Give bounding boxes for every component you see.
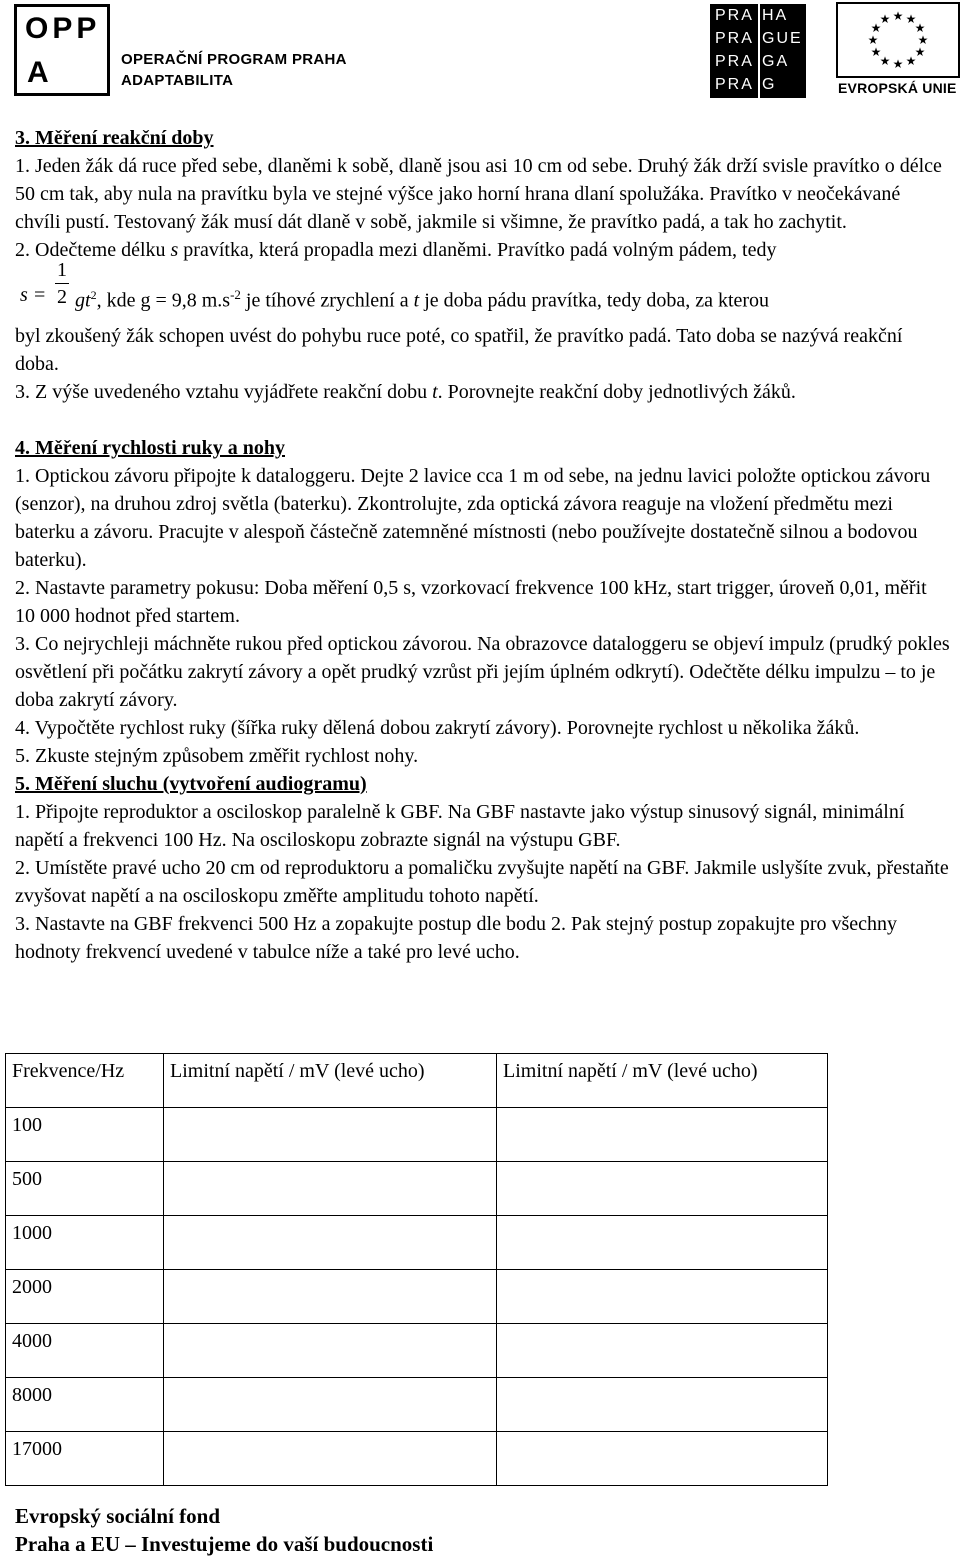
section-4-step-2: 2. Nastavte parametry pokusu: Doba měření 0,5 s, vzorkovací frekvence 100 kHz, start trigger, úroveň 0,01, měřit 10 000 hodnot před startem.: [15, 577, 927, 627]
table-cell-frequency: 100: [6, 1108, 164, 1162]
table-cell-input[interactable]: [497, 1324, 828, 1378]
section-3-step-2: 2. Odečteme délku s pravítka, která propadla mezi dlaněmi. Pravítko padá volným pádem, tedy: [15, 239, 777, 261]
opp-logo-line2: ADAPTABILITA: [121, 72, 234, 89]
page-footer: [15, 1502, 433, 1558]
table-header-cell: Limitní napětí / mV (levé ucho): [164, 1054, 497, 1108]
table-header-row: [6, 1054, 828, 1108]
section-4-step-3: 3. Co nejrychleji máchněte rukou před optickou závorou. Na obrazovce dataloggeru se objeví impulz (prudký pokles osvětlení při počátku zakrytí závory a opět prudký vzrůst při jejím úplném odkrytí). Odečtěte délku impulzu – to je doba zakrytí závory.: [15, 633, 950, 711]
svg-text:★: ★: [905, 12, 917, 26]
praha-logo: [710, 4, 806, 98]
table-row: [6, 1216, 828, 1270]
table-cell-input[interactable]: [164, 1378, 497, 1432]
svg-text:★: ★: [914, 45, 926, 59]
praha-logo-row: PRA G: [715, 76, 777, 93]
table-cell-frequency: 2000: [6, 1270, 164, 1324]
table-row: [6, 1270, 828, 1324]
svg-text:★: ★: [905, 54, 917, 68]
table-cell-frequency: 500: [6, 1162, 164, 1216]
opp-logo-letters: OPP: [25, 12, 101, 45]
footer-line-1: Evropský sociální fond: [15, 1504, 221, 1528]
svg-text:★: ★: [892, 57, 904, 71]
eu-flag-icon: [836, 2, 960, 78]
table-cell-input[interactable]: [497, 1216, 828, 1270]
svg-text:★: ★: [917, 33, 929, 47]
table-cell-input[interactable]: [164, 1108, 497, 1162]
opp-logo-letter-a: A: [27, 56, 49, 89]
svg-text:★: ★: [870, 45, 882, 59]
table-cell-input[interactable]: [164, 1432, 497, 1486]
table-header-cell: Frekvence/Hz: [6, 1054, 164, 1108]
opp-logo-box: [14, 4, 110, 96]
svg-text:★: ★: [879, 12, 891, 26]
opp-logo-line1: OPERAČNÍ PROGRAM PRAHA: [121, 51, 347, 68]
footer-line-2: Praha a EU – Investujeme do vaší budoucnosti: [15, 1532, 434, 1556]
table-cell-input[interactable]: [497, 1432, 828, 1486]
table-header-cell: Limitní napětí / mV (levé ucho): [497, 1054, 828, 1108]
opp-logo-text: [121, 49, 347, 91]
praha-logo-row: PRA HA: [715, 7, 789, 24]
table-row: [6, 1162, 828, 1216]
eu-logo: [836, 2, 960, 100]
table-cell-frequency: 1000: [6, 1216, 164, 1270]
section-3-step-2-cont: byl zkoušený žák schopen uvést do pohybu ruce poté, co spatřil, že pravítko padá. Tato doba se nazývá reakční doba.: [15, 325, 903, 375]
table-row: [6, 1108, 828, 1162]
svg-text:★: ★: [879, 54, 891, 68]
formula-fraction: 1 2: [57, 259, 67, 308]
section-3-title: 3. Měření reakční doby: [15, 127, 214, 149]
svg-text:★: ★: [867, 33, 879, 47]
page-header: [0, 0, 960, 110]
table-row: [6, 1432, 828, 1486]
table-cell-input[interactable]: [497, 1162, 828, 1216]
section-4-title: 4. Měření rychlosti ruky a nohy: [15, 437, 285, 459]
table-cell-input[interactable]: [497, 1378, 828, 1432]
section-5-title: 5. Měření sluchu (vytvoření audiogramu): [15, 773, 367, 795]
table-cell-input[interactable]: [164, 1216, 497, 1270]
table-cell-input[interactable]: [497, 1270, 828, 1324]
section-3-step-1: 1. Jeden žák dá ruce před sebe, dlaněmi k sobě, dlaně jsou asi 10 cm od sebe. Druhý žák drží svisle pravítko o délce 50 cm tak, aby nula na pravítku byla ve stejné výšce jako horní hrana dlaní spolužáka. Pravítko v neočekávané chvíli pustí. Testovaný žák musí dát dlaně v sobě, jakmile si všimne, že pravítko padá, a tak ho zachytit.: [15, 155, 942, 233]
document-body: [15, 124, 950, 966]
svg-text:★: ★: [914, 21, 926, 35]
audiogram-table: [5, 1053, 828, 1486]
table-cell-frequency: 17000: [6, 1432, 164, 1486]
eu-logo-text: EVROPSKÁ UNIE: [838, 80, 957, 96]
section-3-step-3: 3. Z výše uvedeného vztahu vyjádřete reakční dobu t. Porovnejte reakční doby jednotlivých žáků.: [15, 381, 796, 403]
section-5-step-3: 3. Nastavte na GBF frekvenci 500 Hz a zopakujte postup dle bodu 2. Pak stejný postup zopakujte pro všechny hodnoty frekvencí uvedené v tabulce níže a také pro levé ucho.: [15, 913, 898, 963]
svg-text:★: ★: [870, 21, 882, 35]
table-cell-input[interactable]: [164, 1270, 497, 1324]
section-5-step-2: 2. Umístěte pravé ucho 20 cm od reproduktoru a pomaličku zvyšujte napětí na GBF. Jakmile uslyšíte zvuk, přestaňte zvyšovat napětí a na osciloskopu změřte amplitudu tohoto napětí.: [15, 857, 949, 907]
svg-text:★: ★: [892, 9, 904, 23]
table-cell-input[interactable]: [497, 1108, 828, 1162]
opp-logo: [14, 4, 354, 99]
table-cell-frequency: 4000: [6, 1324, 164, 1378]
free-fall-formula: s = 1 2 $gt^2$, kde g = 9,8 $m.s^{-2}$ je tíhové zrychlení a t je doba pádu pravítka, tedy doba, za kterou: [20, 259, 770, 312]
table-cell-input[interactable]: [164, 1324, 497, 1378]
table-cell-frequency: 8000: [6, 1378, 164, 1432]
section-4-step-5: 5. Zkuste stejným způsobem změřit rychlost nohy.: [15, 745, 419, 767]
section-4-step-4: 4. Vypočtěte rychlost ruky (šířka ruky dělená dobou zakrytí závory). Porovnejte rychlost u několika žáků.: [15, 717, 860, 739]
table-cell-input[interactable]: [164, 1162, 497, 1216]
praha-logo-row: PRA GA: [715, 53, 790, 70]
praha-logo-row: PRA GUE: [715, 30, 803, 47]
table-row: [6, 1378, 828, 1432]
section-4-step-1: 1. Optickou závoru připojte k dataloggeru. Dejte 2 lavice cca 1 m od sebe, na jednu lavici položte optickou závoru (senzor), na druhou zdroj světla (baterku). Zkontrolujte, zda optická závora reaguje na vložení předmětu mezi baterku a závoru. Pracujte v alespoň částečně zatemněné místnosti (nebo používejte dostatečně silnou a bodovou baterku).: [15, 465, 931, 571]
section-5-step-1: 1. Připojte reproduktor a osciloskop paralelně k GBF. Na GBF nastavte jako výstup sinusový signál, minimální napětí a frekvenci 100 Hz. Na osciloskopu zobrazte signál na výstupu GBF.: [15, 801, 905, 851]
table-row: [6, 1324, 828, 1378]
